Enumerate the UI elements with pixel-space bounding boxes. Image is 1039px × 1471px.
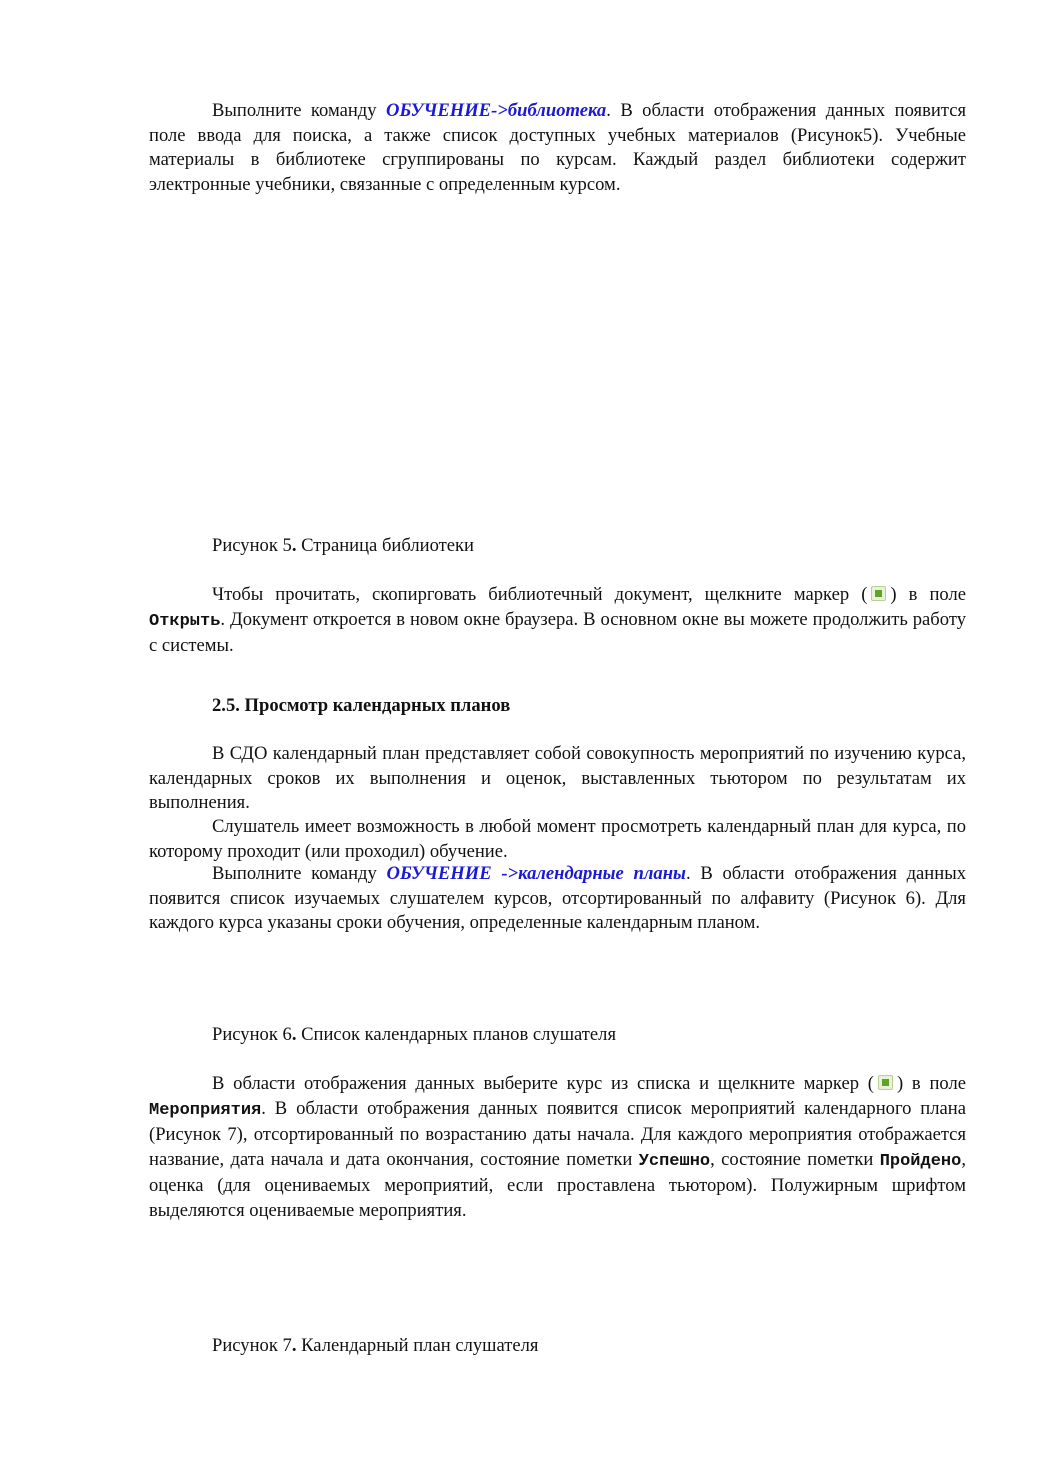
field-success: Успешно — [638, 1151, 711, 1171]
marker-icon — [871, 586, 886, 601]
menu-command-calendar-plans: ОБУЧЕНИЕ ->календарные планы — [386, 863, 686, 884]
figure-5-caption: Рисунок 5. Страница библиотеки — [212, 535, 474, 556]
marker-icon — [878, 1075, 893, 1090]
menu-command-library: ОБУЧЕНИЕ->библиотека — [386, 100, 607, 121]
paragraph-calendar-command: Выполните команду ОБУЧЕНИЕ ->календарные планы. В области отображения данных появится список изучаемых слушателем курсов, отсортированный по алфавиту (Рисунок 6). Для каждого курса указаны сроки обучения, определенные календарным планом. — [149, 863, 966, 934]
section-heading: 2.5. Просмотр календарных планов — [212, 695, 511, 716]
paragraph-calendar-access: Слушатель имеет возможность в любой момент просмотреть календарный план для курса, по которому проходит (или проходил) обучение. — [149, 816, 966, 862]
field-open: Открыть — [149, 611, 221, 631]
field-passed: Пройдено — [879, 1151, 962, 1171]
figure-6-caption: Рисунок 6. Список календарных планов слушателя — [212, 1024, 617, 1045]
paragraph-events: В области отображения данных выберите курс из списка и щелкните маркер ( ) в поле Мероприятия. В области отображения данных появится список мероприятий календарного плана (Рисунок 7), отсортированный по возрастанию даты начала. Для каждого мероприятия отображается название, дата начала и дата окончания, состояние пометки Успешно, состояние пометки Пройдено, оценка (для оцениваемых мероприятий, если проставлена тьютором). Полужирным шрифтом выделяются оцениваемые мероприятия. — [149, 1073, 966, 1221]
paragraph-calendar-definition: В СДО календарный план представляет собой совокупность мероприятий по изучению курса, календарных сроков их выполнения и оценок, выставленных тьютором по результатам их выполнения. — [149, 743, 966, 814]
field-events: Мероприятия — [149, 1100, 262, 1120]
paragraph-library-intro: Выполните команду ОБУЧЕНИЕ->библиотека. В области отображения данных появится поле ввода для поиска, а также список доступных учебных материалов (Рисунок5). Учебные материалы в библиотеке сгруппированы по курсам. Каждый раздел библиотеки содержит электронные учебники, связанные с определенным курсом. — [149, 100, 967, 195]
figure-7-caption: Рисунок 7. Календарный план слушателя — [212, 1335, 539, 1356]
paragraph-open-document: Чтобы прочитать, скопирговать библиотечный документ, щелкните маркер ( ) в поле Открыть. Документ откроется в новом окне браузера. В основном окне вы можете продолжить работу с системы. — [149, 584, 966, 657]
